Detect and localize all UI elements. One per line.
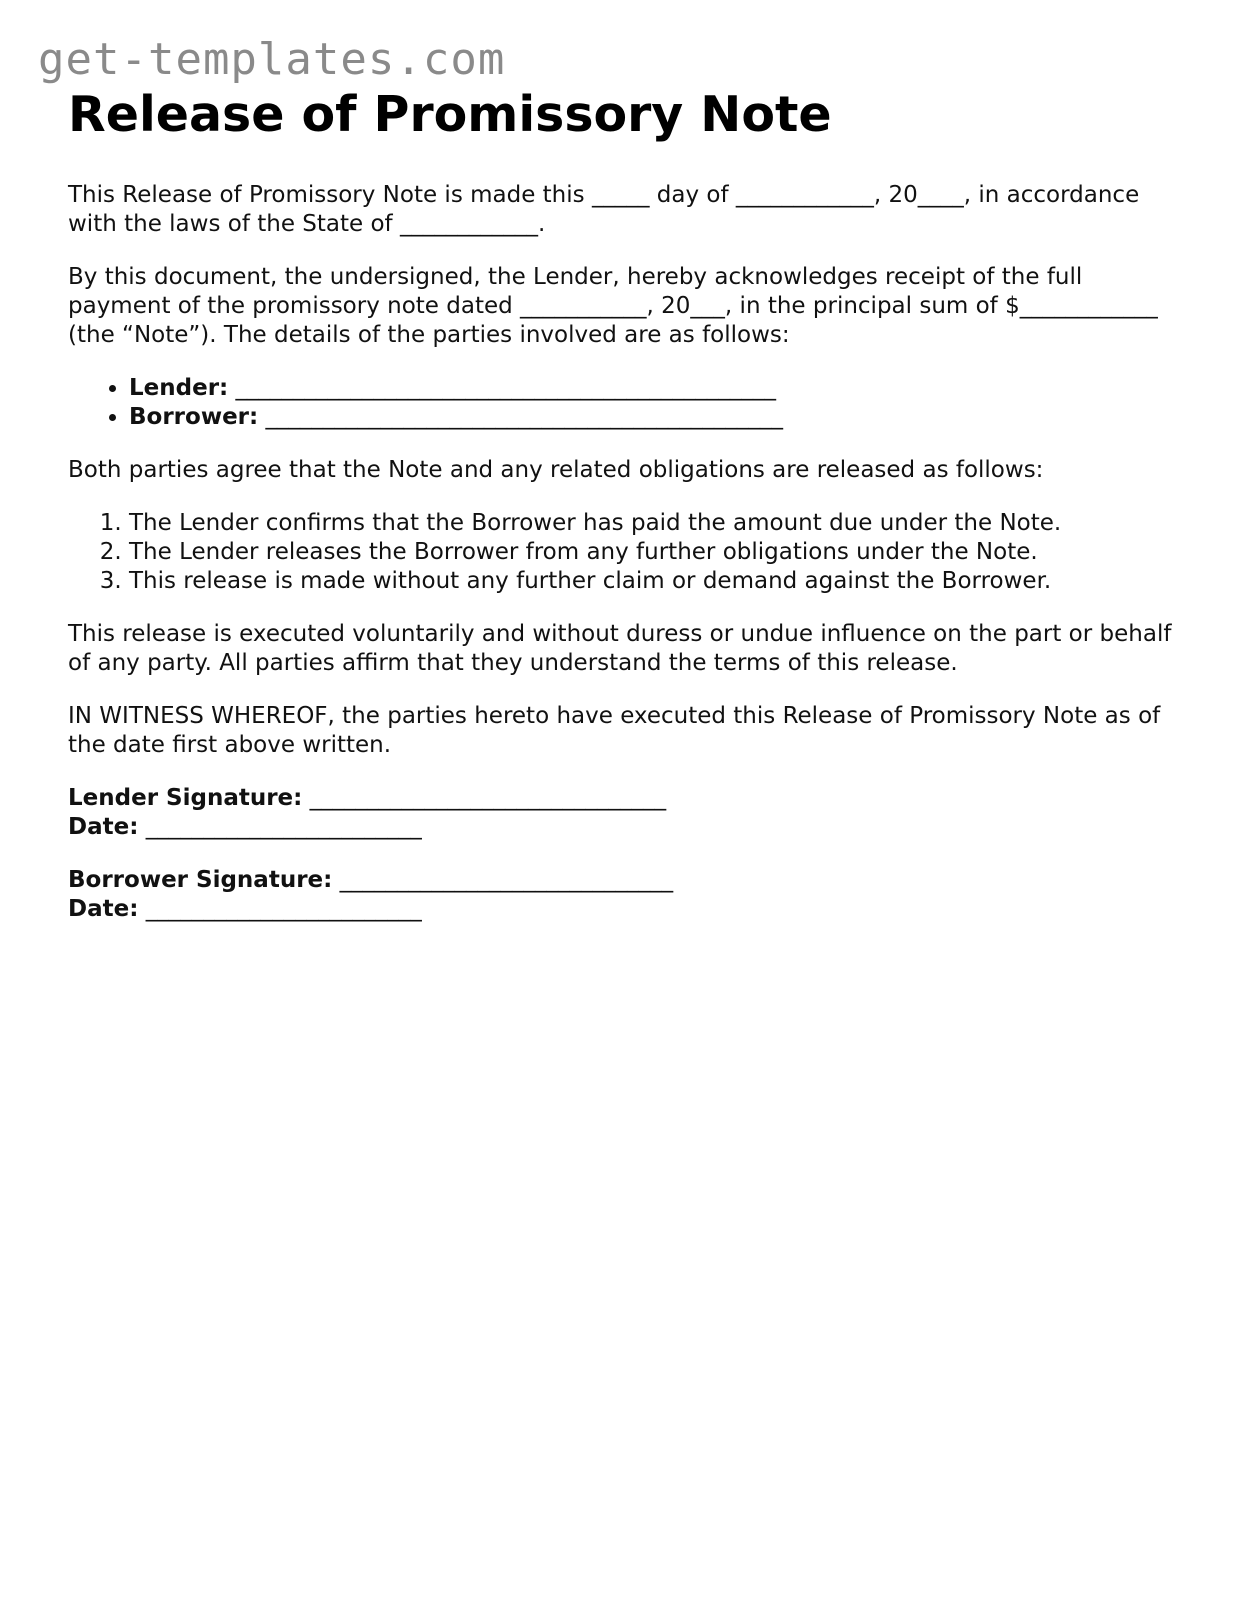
party-borrower-label: Borrower: [129, 403, 259, 430]
term-item: 2. The Lender releases the Borrower from any further obligations under the Note. [129, 538, 1188, 567]
terms-list [68, 509, 1188, 596]
borrower-signature-block [68, 866, 1188, 924]
witness-paragraph: IN WITNESS WHEREOF, the parties hereto have executed this Release of Promissory Note as of the date first above written. [68, 702, 1161, 758]
borrower-date-label: Date: [68, 895, 139, 922]
party-borrower [129, 403, 1188, 432]
parties-list [68, 374, 1188, 432]
lender-signature-line [68, 784, 1188, 813]
borrower-date-blank: ________________________ [145, 895, 422, 922]
document-title: Release of Promissory Note [68, 86, 832, 143]
lender-date-label: Date: [68, 813, 139, 840]
borrower-signature-blank: _____________________________ [339, 866, 674, 893]
document-body [68, 86, 1188, 948]
borrower-date-line [68, 895, 1188, 924]
intro-paragraph: This Release of Promissory Note is made this _____ day of ____________, 20____, in accordance with the laws of the State of ____________. [68, 181, 1140, 237]
party-lender [129, 374, 1188, 403]
lender-date-line [68, 813, 1188, 842]
term-item: 3. This release is made without any further claim or demand against the Borrower. [129, 567, 1188, 596]
party-lender-label: Lender: [129, 374, 229, 401]
agreement-intro-paragraph: Both parties agree that the Note and any related obligations are released as follows: [68, 456, 1044, 483]
lender-signature-blank: _______________________________ [309, 784, 667, 811]
borrower-signature-label: Borrower Signature: [68, 866, 333, 893]
lender-date-blank: ________________________ [145, 813, 422, 840]
party-lender-blank: _______________________________________________ [235, 374, 777, 401]
watermark-text: get-templates.com [38, 34, 506, 85]
lender-signature-label: Lender Signature: [68, 784, 303, 811]
acknowledgement-paragraph: By this document, the undersigned, the Lender, hereby acknowledges receipt of the full payment of the promissory note dated ___________, 20___, in the principal sum of $____________ (the “Note”). The details of the parties involved are as follows: [68, 263, 1158, 348]
lender-signature-block [68, 784, 1188, 842]
term-item: 1. The Lender confirms that the Borrower has paid the amount due under the Note. [129, 509, 1188, 538]
borrower-signature-line [68, 866, 1188, 895]
party-borrower-blank: _____________________________________________ [265, 403, 784, 430]
voluntary-paragraph: This release is executed voluntarily and without duress or undue influence on the part or behalf of any party. All parties affirm that they understand the terms of this release. [68, 620, 1172, 676]
